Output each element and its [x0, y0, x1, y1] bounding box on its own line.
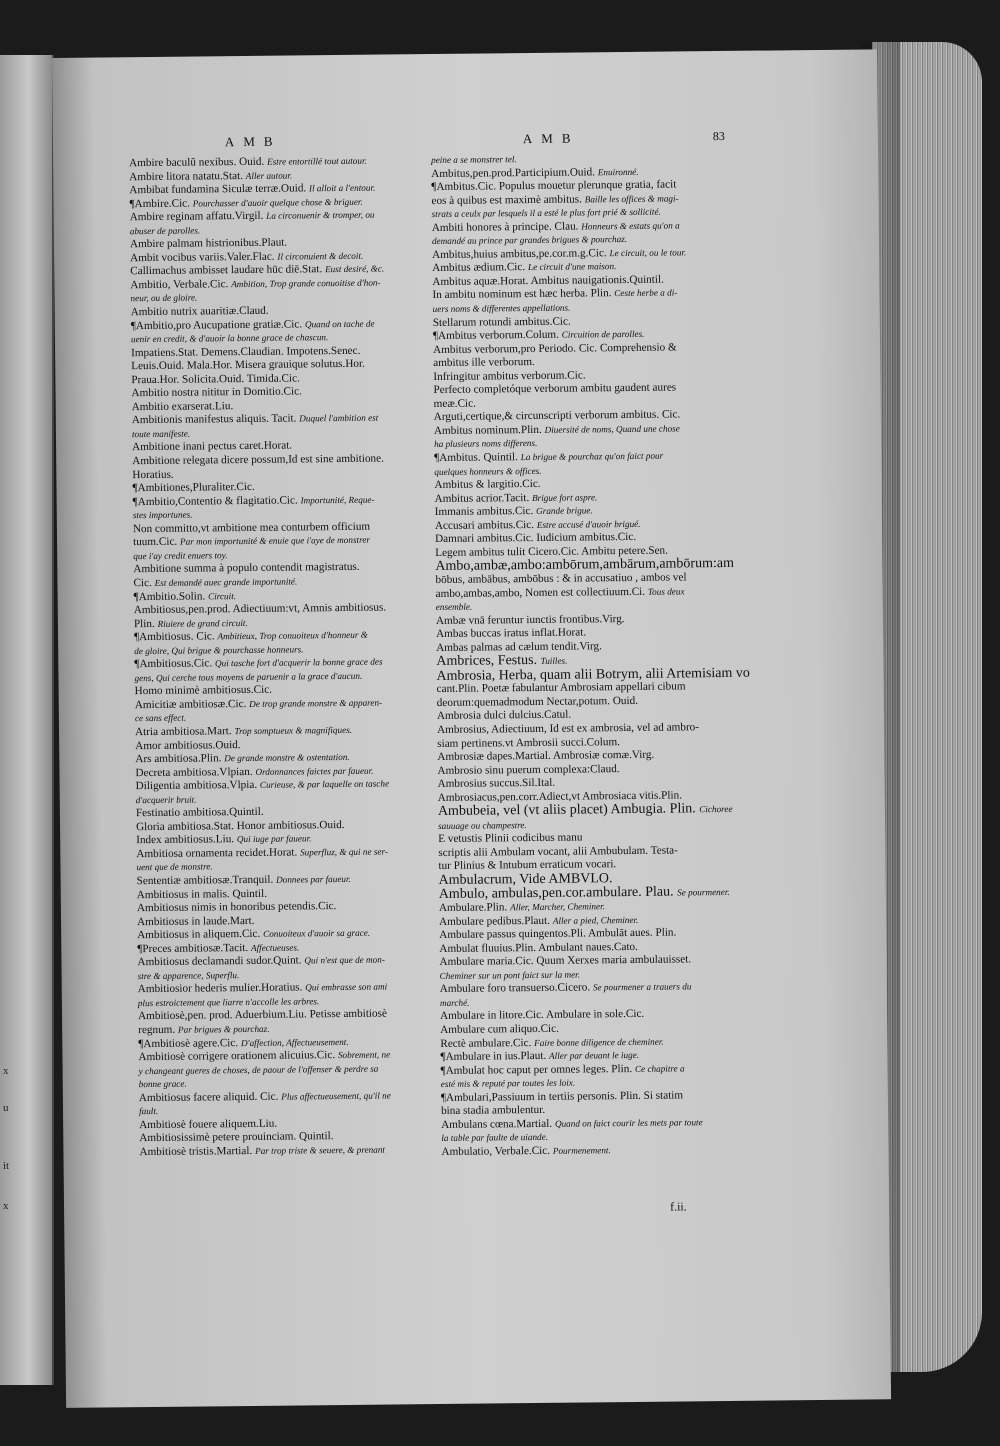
latin-text: meæ.Cic. — [433, 397, 476, 410]
french-gloss: Quand on faict courir les mets par toute — [554, 1117, 703, 1129]
latin-text: ¶Ambire.Cic. — [129, 197, 190, 210]
french-gloss: Pourmenement. — [552, 1145, 611, 1156]
left-page-edge — [0, 55, 54, 1385]
french-gloss: Affectueuses. — [250, 942, 300, 953]
latin-text: Ambitiosus facere aliquid. Cic. — [138, 1090, 279, 1104]
latin-text: Ambire litora natatu.Stat. — [129, 169, 244, 183]
french-gloss: Aller a pied, Cheminer. — [552, 914, 639, 926]
latin-text: eos à quibus est maximè ambitus. — [431, 193, 582, 207]
latin-text: Decreta ambitiosa.Vlpian. — [135, 765, 253, 779]
latin-text: Ambulare in litore.Cic. Ambulare in sole.Cic. — [439, 1008, 645, 1023]
latin-text: Ambitiosus in laude.Mart. — [136, 914, 255, 928]
latin-text: Perfecto completóque verborum ambitu gaudent aures — [433, 381, 677, 397]
latin-text: Ambulare cum aliquo.Cic. — [440, 1022, 559, 1036]
latin-text: Ambitiosè tristis.Martial. — [139, 1144, 253, 1159]
latin-text: Ambitiosus,pen.prod. Adiectiuum:vt, Amnis ambitiosus. — [133, 601, 387, 617]
running-head-left: AMB — [224, 133, 282, 150]
french-gloss: Circuition de parolles. — [561, 328, 645, 340]
french-gloss: Ambition, Trop grande conuoitise d'hon- — [231, 277, 381, 290]
french-gloss: plus estroictement que liarre n'accolle les arbres. — [137, 996, 320, 1009]
latin-text: ¶Ambitiosus. Cic. — [134, 630, 215, 644]
french-gloss: Par mon importunité & enuie que i'aye de monstrer — [179, 535, 370, 547]
french-gloss: esté mis & reputé par toutes les loix. — [440, 1077, 576, 1090]
french-gloss: Aller autour. — [245, 170, 293, 181]
latin-text: Ambitus acrior.Tacit. — [434, 491, 530, 505]
latin-text: Ambitus verborum,pro Periodo. Cic. Comprehensio & — [433, 341, 677, 356]
latin-text: Ambulare maria.Cic. Quum Xerxes maria ambulauisset. — [439, 953, 692, 969]
latin-text: Callimachus ambisset laudare hūc diē.Stat. — [130, 263, 323, 278]
latin-text: Ambrosius succus.Sil.Ital. — [437, 776, 556, 791]
french-gloss: Aller, Marcher, Cheminer. — [510, 901, 605, 913]
latin-text: Ambitio exarserat.Liu. — [131, 399, 234, 414]
french-gloss: Cichoree — [699, 804, 733, 815]
entry-line — [139, 1143, 439, 1160]
french-gloss: sauuage ou champestre. — [438, 819, 527, 831]
french-gloss: Trop somptueux & magnifiques. — [234, 724, 353, 737]
latin-text: Impatiens.Stat. Demens.Claudian. Impotens.Senec. — [131, 344, 361, 359]
french-gloss: Tuilles. — [540, 655, 568, 667]
french-gloss: ensemble. — [435, 601, 473, 613]
french-gloss: uers noms & differentes appellations. — [432, 302, 571, 315]
latin-text: Ambitione relegata dicere possum,Id est sine ambitione. — [132, 452, 384, 468]
latin-text: ¶Ambitus. Quintil. — [434, 451, 518, 465]
dictionary-page — [52, 49, 891, 1408]
latin-text: Ambitiosus declamandi sudor.Quint. — [137, 954, 302, 969]
latin-text: regnum. — [138, 1023, 176, 1037]
latin-text: ¶Ambitiosus.Cic. — [134, 657, 213, 671]
latin-text: Ambubeia, vel (vt aliis placet) Ambugia. Plin. — [437, 801, 696, 820]
latin-text: Arguti,certique,& circunscripti verborum ambitus. Cic. — [433, 408, 681, 424]
french-gloss: abuser de parolles. — [129, 225, 201, 236]
right-column — [431, 151, 750, 1160]
latin-text: Ambrosia dulci dulcius.Catul. — [436, 709, 572, 723]
french-gloss: marché. — [439, 997, 470, 1008]
latin-text: Ambulat fluuius.Plin. Ambulant naues.Cato. — [439, 940, 638, 955]
left-page-fragment: x — [3, 1200, 9, 1212]
french-gloss: demandé au prince par grandes brigues & pourchaz. — [431, 234, 628, 247]
french-gloss: d'acquerir bruit. — [135, 794, 197, 805]
latin-text: Infringitur ambitus verborum.Cic. — [433, 369, 586, 383]
latin-text: Amicitiæ ambitiosæ.Cic. — [134, 697, 247, 712]
latin-text: Ambire reginam affatu.Virgil. — [129, 209, 264, 224]
latin-text: Ambitiosè,pen. prod. Aduerbium.Liu. Petisse ambitiosè — [137, 1007, 387, 1023]
latin-text: ¶Ambitus verborum.Colum. — [432, 328, 559, 343]
latin-text: Rectè ambulare.Cic. — [440, 1036, 532, 1050]
latin-text: Accusari ambitus.Cic. — [434, 518, 535, 532]
french-gloss: Eust desiré, &c. — [324, 263, 385, 275]
latin-text: Legem ambitus tulit Cicero.Cic. Ambitu petere.Sen. — [435, 544, 668, 559]
french-gloss: Pourchasser d'auoir quelque chose & briguer. — [192, 196, 363, 209]
french-gloss: Cheminer sur un pont faict sur la mer. — [439, 969, 581, 981]
french-gloss: Faire bonne diligence de cheminer. — [534, 1036, 664, 1048]
latin-text: Ambitiosus nimis in honoribus petendis.Cic. — [136, 900, 337, 915]
french-gloss: que i'ay credit enuers toy. — [133, 550, 228, 562]
french-gloss: Par trop triste & seuere, & prenant — [255, 1144, 386, 1156]
french-gloss: Qui embrasse son ami — [305, 981, 388, 993]
french-gloss: De grande monstre & ostentation. — [224, 751, 350, 764]
french-gloss: toute manifeste. — [131, 428, 191, 440]
french-gloss: Enuironné. — [597, 166, 639, 177]
latin-text: Ambitus nominum.Plin. — [433, 423, 542, 437]
french-gloss: Tous deux — [647, 585, 685, 597]
french-gloss: stre & apparence, Superflu. — [137, 969, 240, 981]
french-gloss: Estre entortillé tout autour. — [267, 155, 367, 167]
latin-text: Ambas palmas ad cælum tendit.Virg. — [436, 639, 602, 654]
french-gloss: Plus affectueusement, qu'il ne — [281, 1090, 391, 1102]
entry-line — [441, 1143, 741, 1160]
latin-text: Ambiti honores à principe. Clau. — [431, 220, 579, 234]
signature-mark: f.ii. — [669, 1199, 687, 1214]
latin-text: Ambitus,huius ambitus,pe.cor.m.g.Cic. — [432, 247, 607, 261]
latin-text: Ambulans cœna.Martial. — [441, 1117, 553, 1131]
french-gloss: Conuoiteux d'auoir sa grace. — [262, 927, 371, 940]
french-gloss: strats a ceulx par lesquels il a esté le plus fort prié & sollicité. — [431, 206, 661, 220]
latin-text: Ambitio nutrix auaritiæ.Claud. — [130, 304, 269, 319]
french-gloss: Estre accusé d'auoir brigué. — [536, 518, 641, 530]
french-gloss: quelques honneurs & offices. — [434, 465, 542, 477]
latin-text: E vetustis Plinii codicibus manu — [438, 831, 583, 846]
french-gloss: Curieuse, & par laquelle on tasche — [259, 778, 390, 791]
latin-text: Ambibat fundamina Siculæ terræ.Ouid. — [129, 182, 307, 197]
french-gloss: Par brigues & pourchaz. — [177, 1023, 270, 1035]
latin-text: Immanis ambitus.Cic. — [434, 505, 534, 519]
latin-text: Leuis.Ouid. Mala.Hor. Misera grauique solutus.Hor. — [131, 357, 365, 373]
latin-text: Diligentia ambitiosa.Vlpia. — [135, 779, 258, 793]
latin-text: Ambitus,pen.prod.Participium.Ouid. — [431, 165, 596, 180]
french-gloss: Baille les offices & magi- — [584, 193, 679, 205]
latin-text: Ambitiosus in malis. Quintil. — [136, 887, 268, 901]
french-gloss: uenir en credit, & d'auoir la bonne grace de chascun. — [130, 332, 329, 345]
french-gloss: neur, ou de gloire. — [130, 292, 198, 304]
left-page-fragment: it — [3, 1160, 10, 1172]
french-gloss: bonne grace. — [138, 1078, 187, 1090]
french-gloss: Le circuit, ou le tour. — [609, 247, 687, 259]
latin-text: Ambitus aquæ.Horat. Ambitus nauigationis.Quintil. — [432, 273, 664, 288]
latin-text: ¶Ambitiones,Pluraliter.Cic. — [132, 481, 255, 495]
french-gloss: Donnees par faueur. — [276, 873, 351, 885]
french-gloss: peine a se monstrer tel. — [431, 154, 517, 166]
latin-text: Cic. — [133, 576, 152, 590]
latin-text: Ambo,ambæ,ambo:ambōrum,ambārum,ambōrum:am — [435, 556, 735, 575]
french-gloss: Il circonuient & decoit. — [277, 250, 364, 262]
french-gloss: Honneurs & estats qu'on a — [581, 220, 680, 232]
latin-text: ¶Ambulare in ius.Plaut. — [440, 1049, 547, 1064]
latin-text: Ambrosius, Adiectiuum, Id est ex ambrosia, vel ad ambro- — [436, 721, 700, 736]
french-gloss: Ordonnances faictes par faueur. — [255, 765, 374, 777]
latin-text: Ambæ vnā feruntur iunctis frontibus.Virg. — [435, 612, 625, 627]
latin-text: Ambit vocibus variis.Valer.Flac. — [130, 250, 275, 265]
latin-text: Ars ambitiosa.Plin. — [135, 752, 222, 766]
french-gloss: Ce chapitre a — [634, 1063, 685, 1074]
latin-text: Ambas buccas iratus inflat.Horat. — [435, 626, 587, 641]
french-gloss: y changeant gueres de choses, de paour de l'offenser & perdre sa — [138, 1063, 379, 1076]
latin-text: bōbus, ambābus, ambōbus : & in accusatiuo , ambos vel — [435, 571, 687, 586]
latin-text: Festinatio ambitiosa.Quintil. — [135, 806, 264, 820]
latin-text: Ambrosiæ dapes.Martial. Ambrosiæ comæ.Virg. — [437, 748, 655, 764]
latin-text: ¶Ambitio.Solin. — [133, 589, 206, 603]
french-gloss: Superfluz, & qui ne ser- — [299, 846, 388, 858]
latin-text: Ambitio, Verbale.Cic. — [130, 278, 229, 292]
latin-text: scriptis alii Ambulam vocant, alii Ambubulam. Testa- — [438, 844, 678, 859]
french-gloss: Se pourmener a trauers du — [592, 981, 692, 993]
latin-text: Ambrosia, Herba, quam alii Botrym, alii Artemisiam vo — [436, 665, 750, 684]
latin-text: siam pertinens.vt Ambrosii succi.Colum. — [437, 735, 620, 750]
left-page-fragment: x — [3, 1065, 9, 1077]
latin-text: Ambulatio, Verbale.Cic. — [441, 1144, 551, 1158]
french-gloss: La circonuenir & tromper, ou — [266, 209, 375, 221]
latin-text: Horatius. — [132, 468, 174, 481]
french-gloss: Grande brigue. — [536, 505, 593, 517]
latin-text: Ambitiosa ornamenta recidet.Horat. — [136, 846, 298, 861]
french-gloss: D'affection, Affectueusement. — [240, 1036, 349, 1048]
latin-text: Ambulare passus quingentos.Pli. Ambulāt aues. Plin. — [439, 926, 677, 942]
latin-text: In ambitu nominum est hæc herba. Plin. — [432, 287, 612, 302]
french-gloss: fault. — [138, 1106, 159, 1117]
latin-text: Stellarum rotundi ambitus.Cic. — [432, 315, 571, 329]
french-gloss: Sobrement, ne — [337, 1049, 391, 1061]
french-gloss: uent que de monstre. — [136, 861, 213, 873]
latin-text: Ambire palmam histrionibus.Plaut. — [129, 236, 288, 251]
latin-text: Ambrices, Festus. — [436, 653, 538, 670]
french-gloss: Ceste herbe a di- — [614, 287, 678, 299]
french-gloss: ce sans effect. — [134, 713, 187, 724]
latin-text: tur Plinius & Intubum erraticum vocari. — [438, 858, 617, 873]
left-page-fragment: u — [3, 1102, 9, 1114]
french-gloss: ha plusieurs noms differens. — [434, 438, 538, 450]
latin-text: Ambire baculũ nexibus. Ouid. — [129, 155, 265, 170]
latin-text: cant.Plin. Poetæ fabulantur Ambrosiam appellari cibum — [436, 680, 686, 696]
latin-text: ambitus ille verborum. — [433, 356, 535, 370]
latin-text: Ambitione inani pectus caret.Horat. — [132, 439, 293, 454]
latin-text: Amor ambitiosus.Ouid. — [135, 738, 241, 752]
latin-text: ¶Ambitio,pro Aucupatione gratiæ.Cic. — [130, 317, 303, 332]
latin-text: Plin. — [133, 617, 155, 630]
latin-text: Ambitione summa à populo contendit magistratus. — [133, 561, 360, 576]
latin-text: ¶Ambitus.Cic. Populus mouetur plerunque gratia, facit — [431, 178, 677, 194]
left-column — [129, 154, 439, 1160]
latin-text: Ambulare foro transuerso.Cicero. — [439, 981, 591, 996]
latin-text: Ambulare.Plin. — [438, 901, 508, 915]
latin-text: Ambrosio sinu puerum complexa:Claud. — [437, 762, 620, 777]
latin-text: Gloria ambitiosa.Stat. Honor ambitiosus.Ouid. — [135, 818, 345, 833]
latin-text: Ambulacrum, Vide AMBVLO. — [438, 871, 613, 888]
french-gloss: Qui iuge par faueur. — [236, 833, 312, 845]
latin-text: Ambitus & largitio.Cic. — [434, 478, 541, 492]
latin-text: Index ambitiosus.Liu. — [136, 833, 235, 847]
latin-text: Ambitiosior hederis mulier.Horatius. — [137, 981, 303, 996]
latin-text: tuum.Cic. — [133, 536, 178, 549]
latin-text: Praua.Hor. Solicita.Ouid. Timida.Cic. — [131, 372, 300, 386]
french-gloss: Le circuit d'une maison. — [527, 261, 617, 273]
latin-text: deorum:quemadmodum Nectar,potum. Ouid. — [436, 694, 639, 709]
french-gloss: Est demandé auec grande importunité. — [154, 576, 298, 588]
latin-text: Ambitio nostra nititur in Domitio.Cic. — [131, 385, 302, 400]
french-gloss: Duquel l'ambition est — [299, 412, 379, 424]
french-gloss: la table par faulte de uiande. — [441, 1132, 549, 1144]
french-gloss: Riuiere de grand circuit. — [157, 617, 248, 629]
latin-text: Ambrosiacus,pen.corr.Adiect,vt Ambrosiaca vitis.Plin. — [437, 789, 683, 804]
french-gloss: De trop grande monstre & apparen- — [249, 697, 383, 709]
french-gloss: Aller par deuant le iuge. — [548, 1050, 640, 1061]
latin-text: Ambitionis manifestus aliquis. Tacit. — [131, 412, 297, 427]
french-gloss: stes importunes. — [132, 509, 193, 521]
latin-text: bina stadia ambulentur. — [440, 1104, 546, 1118]
latin-text: Ambitiosissimè petere prouinciam. Quintil. — [139, 1130, 334, 1145]
latin-text: Atria ambitiosa.Mart. — [135, 725, 232, 739]
latin-text: Ambitiosè corrigere orationem alicuius.Cic. — [138, 1049, 336, 1064]
latin-text: Ambulo, ambulas,pen.cor.ambulare. Plau. — [438, 884, 674, 902]
page-number: 83 — [712, 128, 725, 144]
latin-text: ambo,ambas,ambo, Nomen est collectiuum.Ci. — [435, 585, 646, 600]
french-gloss: Qui tasche fort d'acquerir la bonne grace des — [214, 656, 383, 669]
french-gloss: Quand on tache de — [304, 318, 375, 329]
french-gloss: Se pourmener. — [677, 886, 730, 898]
latin-text: ¶Ambitio,Contentio & flagitatio.Cic. — [132, 494, 298, 508]
french-gloss: Importunité, Reque- — [300, 494, 375, 506]
latin-text: Ambulare pedibus.Plaut. — [439, 914, 551, 928]
french-gloss: Qui n'est que de mon- — [304, 954, 385, 966]
latin-text: Homo minimè ambitiosus.Cic. — [134, 684, 273, 698]
running-head-right: AMB — [522, 130, 580, 147]
french-gloss: Circuit. — [207, 590, 237, 601]
latin-text: Sententiæ ambitiosæ.Tranquil. — [136, 873, 274, 888]
french-gloss: Ambitieux, Trop conuoiteux d'honneur & — [217, 629, 368, 642]
latin-text: Non committo,vt ambitione mea conturbem officium — [132, 520, 371, 535]
french-gloss: gens, Qui cerche tous moyens de paruenir a la grace d'aucun. — [134, 670, 363, 683]
french-gloss: Diuersité de noms, Quand une chose — [544, 423, 680, 435]
french-gloss: de gloire, Qui brigue & pourchasse honneurs. — [134, 644, 304, 656]
french-gloss: La brigue & pourchaz qu'on faict pour — [520, 450, 664, 463]
latin-text: Ambitus ædium.Cic. — [432, 261, 526, 275]
latin-text: ¶Preces ambitiosæ.Tacit. — [137, 941, 249, 955]
french-gloss: Brigue fort aspre. — [531, 491, 598, 503]
latin-text: ¶Ambulat hoc caput per omnes leges. Plin. — [440, 1062, 633, 1077]
latin-text: Ambitiosè fouere aliquem.Liu. — [139, 1117, 278, 1131]
french-gloss: Il alloit a l'entour. — [308, 182, 376, 194]
latin-text: ¶Ambitiosè agere.Cic. — [138, 1036, 239, 1050]
latin-text: ¶Ambulari,Passiuum in tertiis personis. Plin. Si statim — [440, 1089, 684, 1104]
latin-text: Damnari ambitus.Cic. Iudicium ambitus.Cic. — [434, 531, 637, 546]
latin-text: Ambitiosus in aliquem.Cic. — [137, 928, 261, 942]
